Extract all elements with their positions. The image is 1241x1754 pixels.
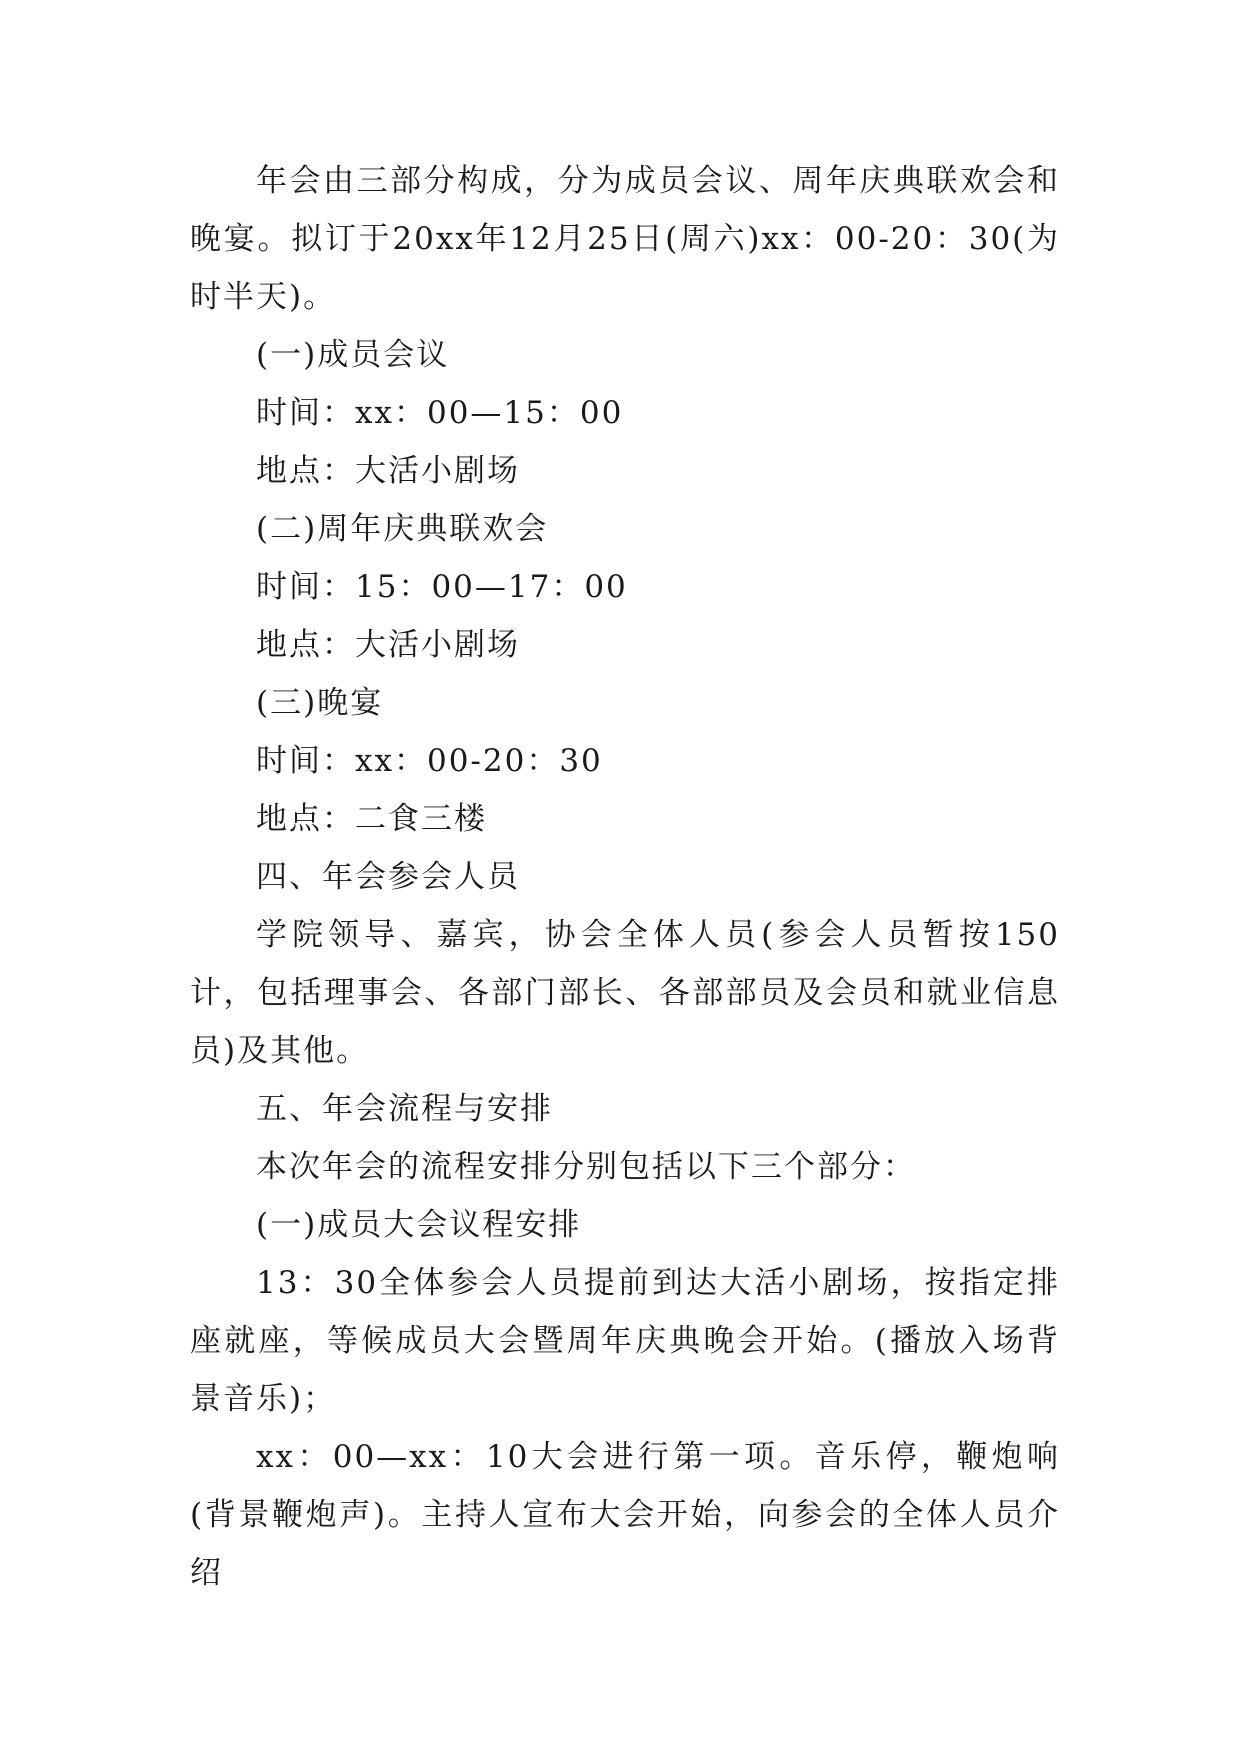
document-page	[190, 152, 1060, 1602]
section-heading-process: 五、年会流程与安排	[256, 1091, 553, 1127]
heading-member-assembly-agenda: (一)成员大会议程安排	[256, 1207, 582, 1243]
paragraph-intro: 年会由三部分构成，分为成员会议、周年庆典联欢会和晚宴。拟订于20xx年12月25日(周六)xx：00-20：30(为时半天)。	[190, 163, 1060, 315]
paragraph-agenda-1330: 13：30全体参会人员提前到达大活小剧场，按指定排座就座，等候成员大会暨周年庆典晚会开始。(播放入场背景音乐)；	[190, 1265, 1060, 1417]
heading-member-meeting: (一)成员会议	[256, 337, 450, 373]
paragraph-agenda-first-item: xx：00—xx：10大会进行第一项。音乐停，鞭炮响(背景鞭炮声)。主持人宣布大会开始，向参会的全体人员介绍	[190, 1439, 1060, 1591]
paragraph-process-intro: 本次年会的流程安排分别包括以下三个部分：	[256, 1149, 916, 1185]
anniversary-party-time: 时间：15：00—17：00	[256, 569, 628, 605]
banquet-location: 地点：二食三楼	[256, 801, 487, 837]
heading-banquet: (三)晚宴	[256, 685, 384, 721]
heading-anniversary-party: (二)周年庆典联欢会	[256, 511, 549, 547]
member-meeting-time: 时间：xx：00—15：00	[256, 395, 624, 431]
paragraph-attendees: 学院领导、嘉宾，协会全体人员(参会人员暂按150计，包括理事会、各部门部长、各部部员及会员和就业信息员)及其他。	[190, 917, 1060, 1069]
anniversary-party-location: 地点：大活小剧场	[256, 627, 520, 663]
banquet-time: 时间：xx：00-20：30	[256, 743, 603, 779]
member-meeting-location: 地点：大活小剧场	[256, 453, 520, 489]
section-heading-attendees: 四、年会参会人员	[256, 859, 520, 895]
